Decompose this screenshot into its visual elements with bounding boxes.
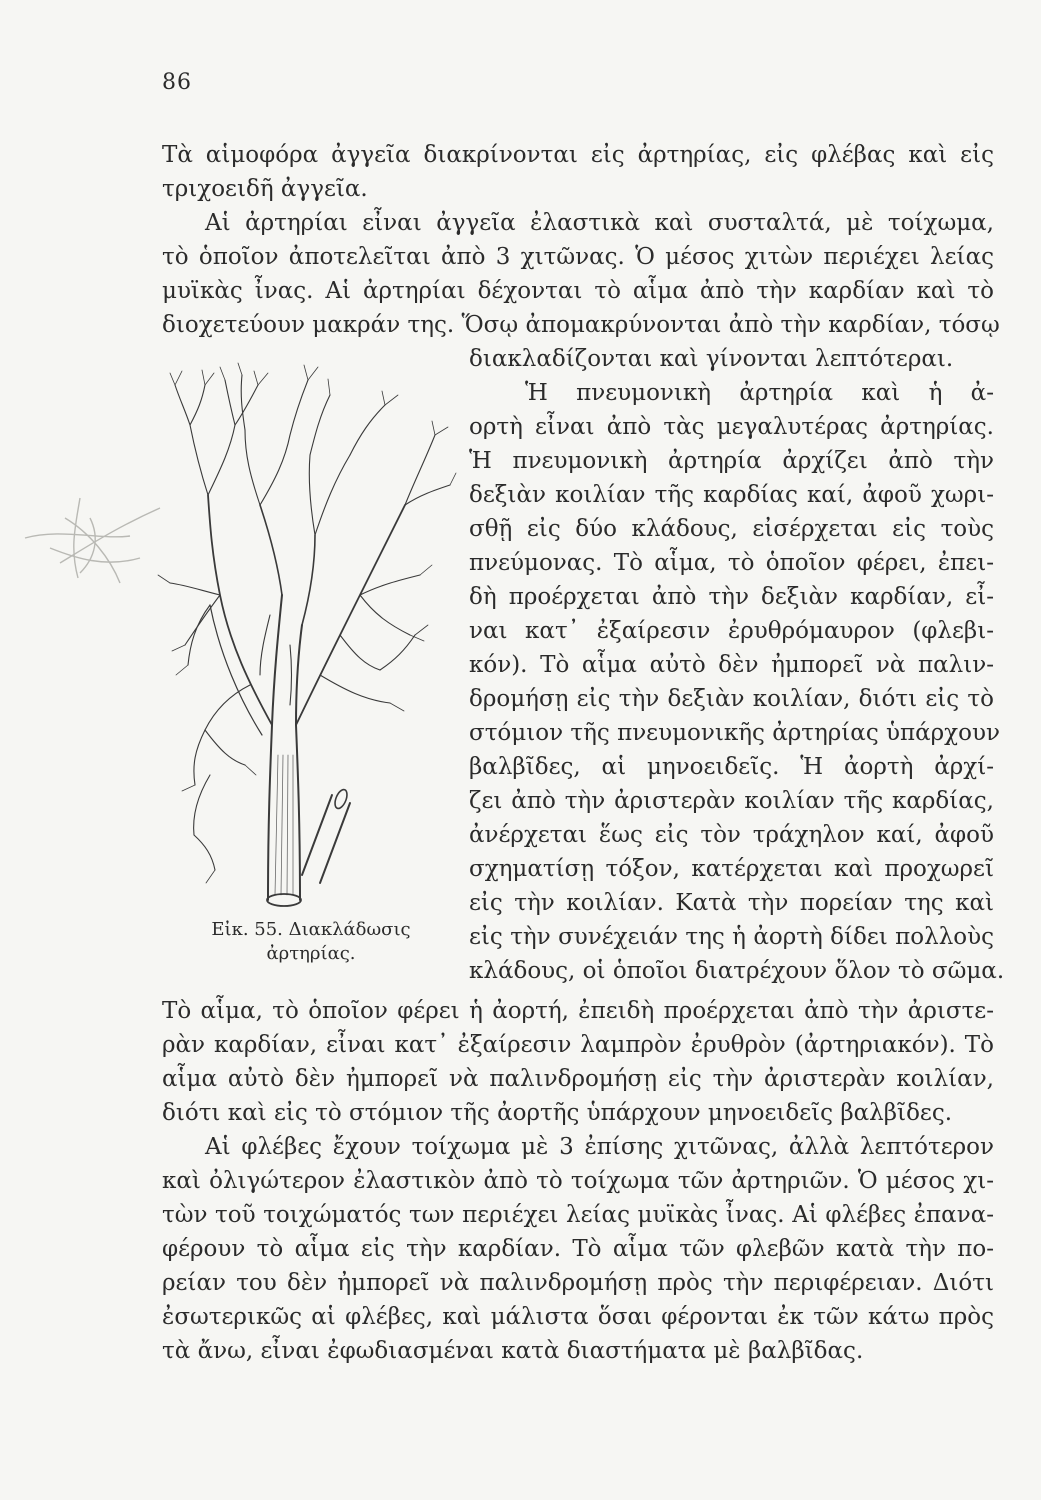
text-line: τὰ ἄνω, εἶναι ἐφωδιασμέναι κατὰ διαστήματα μὲ βαλβῖδας.: [162, 1338, 864, 1364]
figure-caption-line2: ἀρτηρίας.: [266, 943, 356, 964]
text-line: ναι κατ᾽ ἐξαίρεσιν ἐρυθρόμαυρον (φλεβι-: [469, 618, 994, 644]
text-line: Ἡ πνευμονικὴ ἀρτηρία ἀρχίζει ἀπὸ τὴν: [469, 448, 994, 474]
text-line: τὸ ὁποῖον ἀποτελεῖται ἀπὸ 3 χιτῶνας. Ὁ μέσος χιτὼν περιέχει λείας: [162, 244, 994, 270]
text-line: ζει ἀπὸ τὴν ἀριστερὰν κοιλίαν τῆς καρδίας,: [469, 788, 994, 814]
text-line: κλάδους, οἱ ὁποῖοι διατρέχουν ὅλον τὸ σῶμα.: [469, 958, 1005, 984]
text-line: Τὸ αἷμα, τὸ ὁποῖον φέρει ἡ ἀορτή, ἐπειδὴ προέρχεται ἀπὸ τὴν ἀριστε-: [162, 998, 994, 1024]
text-line: τὼν τοῦ τοιχώματός των περιέχει λείας μυϊκὰς ἶνας. Αἱ φλέβες ἐπανα-: [162, 1202, 994, 1228]
text-line: τριχοειδῆ ἀγγεῖα.: [162, 176, 368, 202]
text-line: εἰς τὴν συνέχειάν της ἡ ἀορτὴ δίδει πολλοὺς: [469, 924, 994, 950]
text-line: σθῇ εἰς δύο κλάδους, εἰσέρχεται εἰς τοὺς: [469, 516, 994, 542]
text-line: δρομήσῃ εἰς τὴν δεξιὰν κοιλίαν, διότι εἰς τὸ: [469, 686, 994, 712]
text-line: εἰς τὴν κοιλίαν. Κατὰ τὴν πορείαν της καὶ: [469, 890, 994, 916]
text-line: αἷμα αὐτὸ δὲν ἠμπορεῖ νὰ παλινδρομήσῃ εἰς τὴν ἀριστερὰν κοιλίαν,: [162, 1066, 994, 1092]
text-line: Αἱ ἀρτηρίαι εἶναι ἀγγεῖα ἐλαστικὰ καὶ συσταλτά, μὲ τοίχωμα,: [205, 210, 994, 236]
text-line: ρείαν του δὲν ἠμπορεῖ νὰ παλινδρομήσῃ πρὸς τὴν περιφέρειαν. Διότι: [162, 1270, 994, 1296]
text-line: σχηματίσῃ τόξον, κατέρχεται καὶ προχωρεῖ: [469, 856, 994, 882]
text-line: Αἱ φλέβες ἔχουν τοίχωμα μὲ 3 ἐπίσης χιτῶνας, ἀλλὰ λεπτότερον: [205, 1134, 994, 1160]
text-line: φέρουν τὸ αἷμα εἰς τὴν καρδίαν. Τὸ αἷμα τῶν φλεβῶν κατὰ τὴν πο-: [162, 1236, 994, 1262]
artery-branching-illustration: [150, 355, 460, 915]
text-line: πνεύμονας. Τὸ αἷμα, τὸ ὁποῖον φέρει, ἐπει-: [469, 550, 994, 576]
text-line: στόμιον τῆς πνευμονικῆς ἀρτηρίας ὑπάρχουν: [469, 720, 1000, 746]
text-line: Ἡ πνευμονικὴ ἀρτηρία καὶ ἡ ἀ-: [525, 380, 994, 406]
figure-caption-line1: Εἰκ. 55. Διακλάδωσις: [211, 919, 411, 940]
text-line: δὴ προέρχεται ἀπὸ τὴν δεξιὰν καρδίαν, εἶ-: [469, 584, 994, 610]
text-line: διακλαδίζονται καὶ γίνονται λεπτότεραι.: [469, 346, 954, 372]
pencil-doodle-icon: [20, 488, 170, 598]
text-line: διότι καὶ εἰς τὸ στόμιον τῆς ἀορτῆς ὑπάρχουν μηνοειδεῖς βαλβῖδες.: [162, 1100, 953, 1126]
text-line: ἐσωτερικῶς αἱ φλέβες, καὶ μάλιστα ὅσαι φέρονται ἐκ τῶν κάτω πρὸς: [162, 1304, 994, 1330]
text-line: βαλβῖδες, αἱ μηνοειδεῖς. Ἡ ἀορτὴ ἀρχί-: [469, 754, 994, 780]
text-line: ἀνέρχεται ἕως εἰς τὸν τράχηλον καί, ἀφοῦ: [469, 822, 994, 848]
text-line: ορτὴ εἶναι ἀπὸ τὰς μεγαλυτέρας ἀρτηρίας.: [469, 414, 994, 440]
text-line: διοχετεύουν μακράν της. Ὅσῳ ἀπομακρύνονται ἀπὸ τὴν καρδίαν, τόσῳ: [162, 312, 1000, 338]
text-line: Τὰ αἱμοφόρα ἀγγεῖα διακρίνονται εἰς ἀρτηρίας, εἰς φλέβας καὶ εἰς: [162, 142, 994, 168]
text-line: ρὰν καρδίαν, εἶναι κατ᾽ ἐξαίρεσιν λαμπρὸν ἐρυθρὸν (ἀρτηριακόν). Τὸ: [162, 1032, 994, 1058]
text-line: καὶ ὀλιγώτερον ἐλαστικὸν ἀπὸ τὸ τοίχωμα τῶν ἀρτηριῶν. Ὁ μέσος χι-: [162, 1168, 994, 1194]
text-line: δεξιὰν κοιλίαν τῆς καρδίας καί, ἀφοῦ χωρι-: [469, 482, 994, 508]
text-line: κόν). Τὸ αἷμα αὐτὸ δὲν ἠμπορεῖ νὰ παλιν-: [469, 652, 994, 678]
text-line: μυϊκὰς ἶνας. Αἱ ἀρτηρίαι δέχονται τὸ αἷμα ἀπὸ τὴν καρδίαν καὶ τὸ: [162, 278, 994, 304]
page-number: 86: [162, 70, 192, 95]
